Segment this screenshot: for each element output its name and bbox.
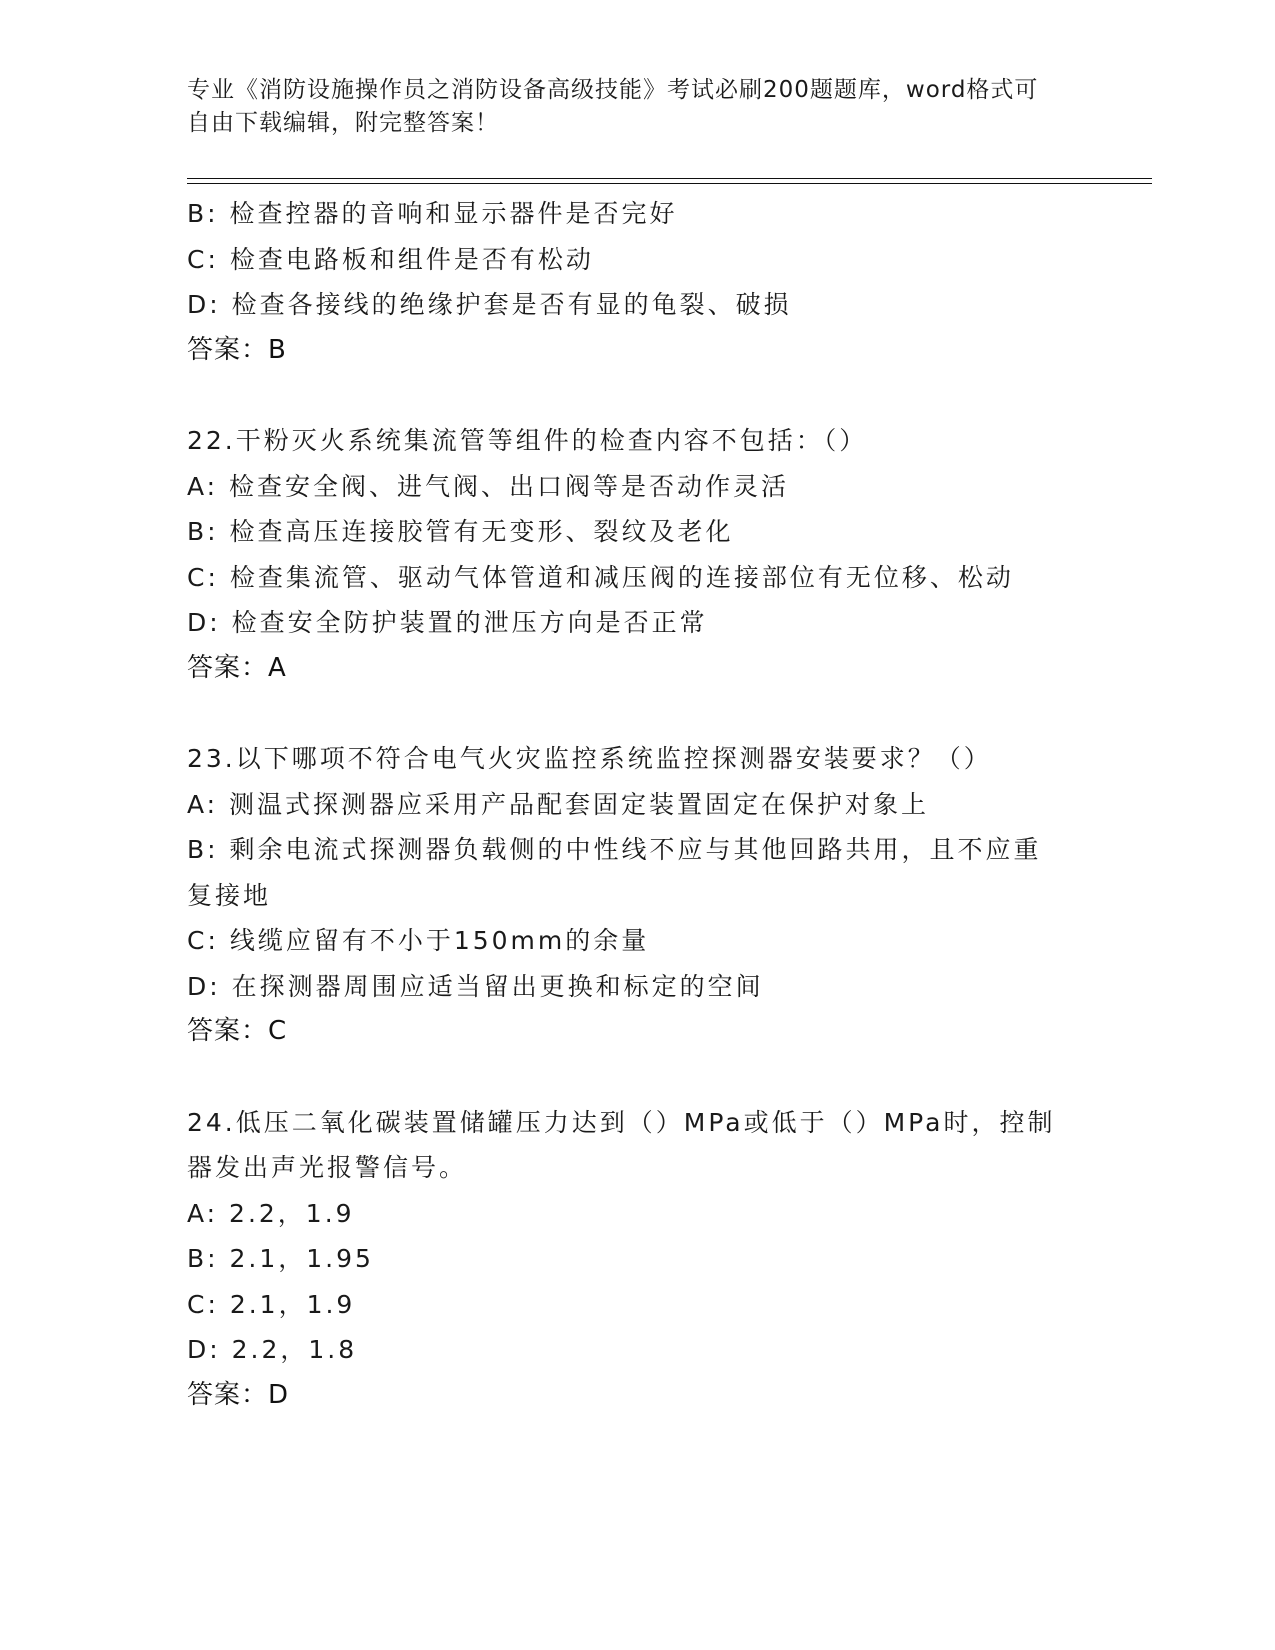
option-b-continued: 复接地 [187, 880, 272, 910]
option-a: A: 测温式探测器应采用产品配套固定装置固定在保护对象上 [187, 789, 930, 819]
option-b: B: 检查高压连接胶管有无变形、裂纹及老化 [187, 517, 734, 546]
header-line-1: 专业《消防设施操作员之消防设备高级技能》考试必刷200题题库，word格式可 [187, 77, 1039, 103]
question-22 [187, 418, 1127, 691]
question-stem: 22.干粉灭火系统集流管等组件的检查内容不包括：（） [187, 426, 868, 455]
spacer [187, 373, 1127, 418]
question-21-tail [187, 191, 1127, 373]
question-stem: 23.以下哪项不符合电气火灾监控系统监控探测器安装要求？（） [187, 744, 992, 773]
spacer [187, 691, 1127, 736]
option-b: B: 剩余电流式探测器负载侧的中性线不应与其他回路共用，且不应重 [187, 835, 1042, 864]
question-list [187, 191, 1127, 1418]
option-c: C: 检查电路板和组件是否有松动 [187, 244, 594, 274]
option-b: B: 检查控器的音响和显示器件是否完好 [187, 199, 678, 228]
answer-line: 答案：A [187, 652, 287, 683]
option-c: C: 2.1，1.9 [187, 1289, 356, 1319]
option-d: D: 在探测器周围应适当留出更换和标定的空间 [187, 971, 764, 1001]
option-d: D: 2.2，1.8 [187, 1335, 358, 1364]
option-a: A: 检查安全阀、进气阀、出口阀等是否动作灵活 [187, 471, 790, 501]
question-23 [187, 736, 1127, 1055]
header-line-2: 自由下载编辑，附完整答案！ [187, 110, 499, 136]
spacer [187, 1055, 1127, 1100]
answer-line: 答案：C [187, 1016, 288, 1046]
option-d: D: 检查各接线的绝缘护套是否有显的龟裂、破损 [187, 290, 792, 319]
answer-line: 答案：B [187, 334, 287, 365]
option-d: D: 检查安全防护装置的泄压方向是否正常 [187, 608, 708, 637]
question-24 [187, 1100, 1127, 1419]
header-rule-bottom [187, 183, 1152, 184]
question-stem-continued: 器发出声光报警信号。 [187, 1153, 468, 1182]
option-c: C: 检查集流管、驱动气体管道和减压阀的连接部位有无位移、松动 [187, 562, 1014, 592]
header-rule-top [187, 178, 1152, 179]
option-c: C: 线缆应留有不小于150mm的余量 [187, 926, 650, 955]
document-header [187, 74, 1067, 140]
option-a: A: 2.2，1.9 [187, 1198, 355, 1228]
answer-line: 答案：D [187, 1379, 290, 1410]
question-stem: 24.低压二氧化碳装置储罐压力达到（）MPa或低于（）MPa时，控制 [187, 1107, 1056, 1137]
option-b: B: 2.1，1.95 [187, 1244, 374, 1273]
